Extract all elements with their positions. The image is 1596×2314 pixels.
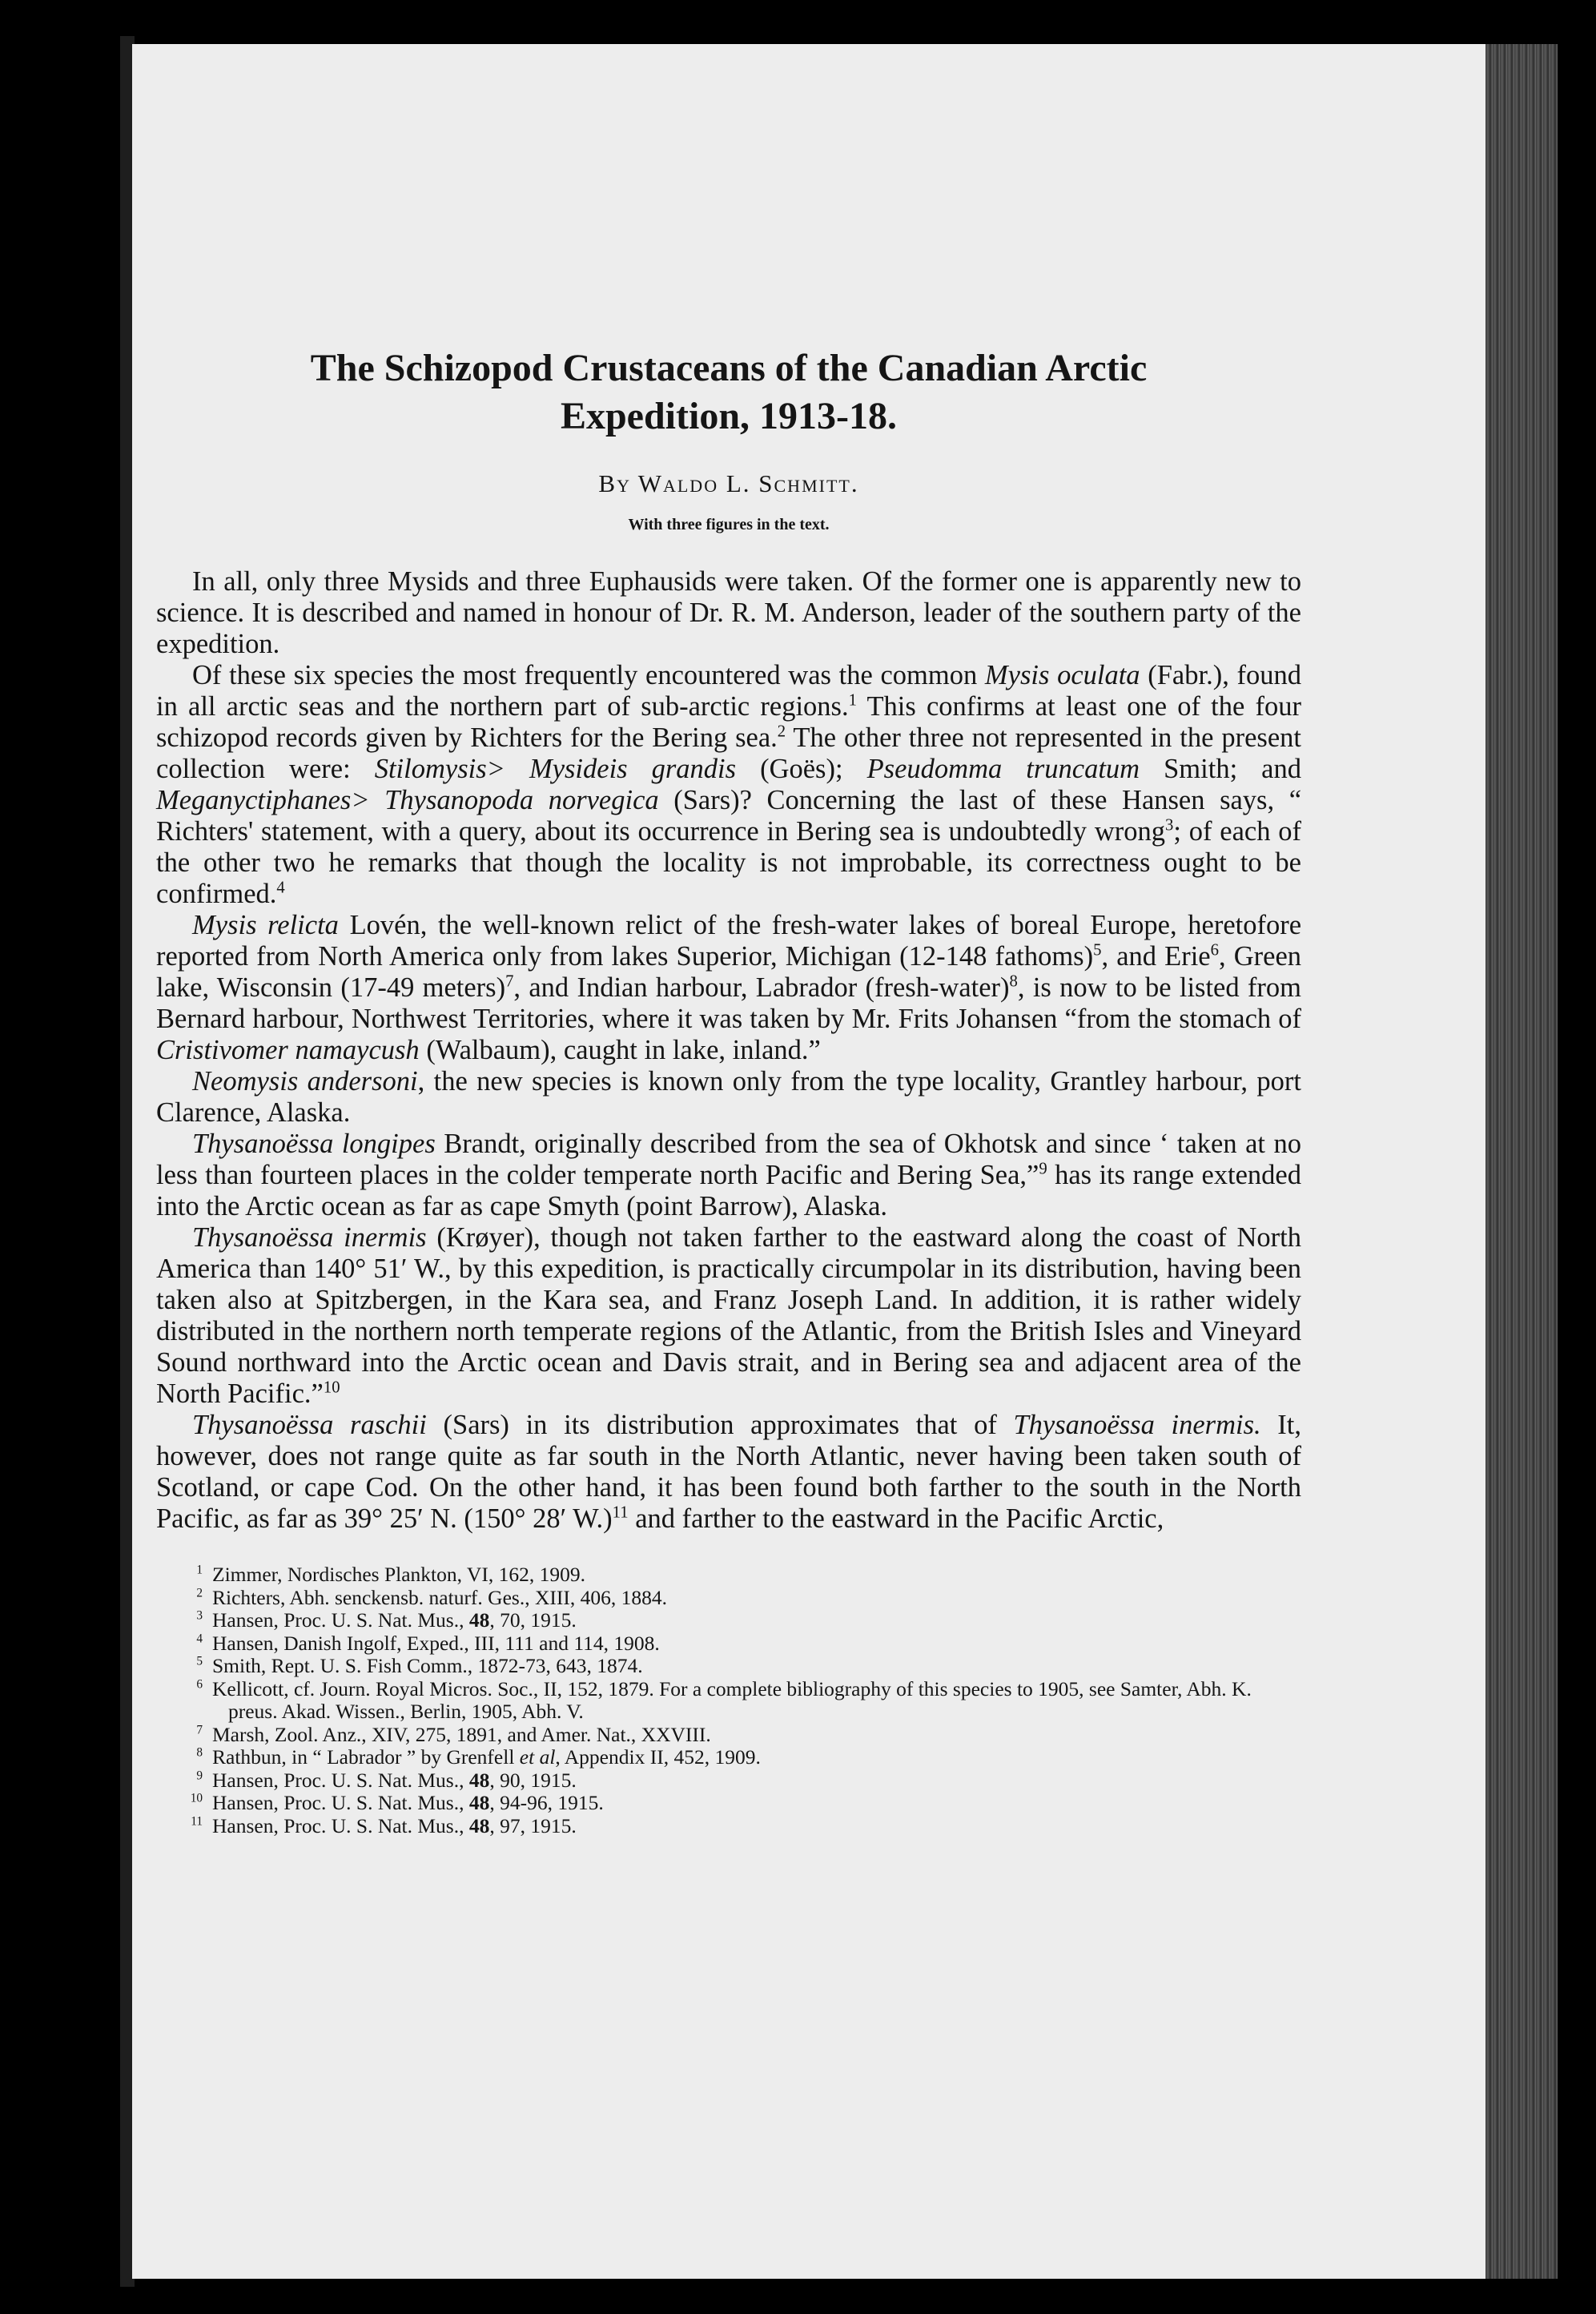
title-line-1: The Schizopod Crustaceans of the Canadian Arctic — [310, 347, 1148, 389]
species-mysis-relicta: Mysis relicta — [192, 910, 339, 940]
footnote-ref-5: 5 — [1093, 941, 1102, 960]
footnote-text: Marsh, Zool. Anz., XIV, 275, 1891, and Amer. Nat., XXVIII. — [212, 1722, 711, 1746]
p2-text-c: (Fabr.), found in all arctic seas and the northern part of sub-arctic regions. — [156, 660, 1301, 722]
footnote-ref-6: 6 — [1210, 941, 1219, 960]
footnote-text: Richters, Abh. senckensb. naturf. Ges., XIII, 406, 1884. — [212, 1585, 667, 1609]
article-title — [156, 344, 1301, 441]
paragraph-1 — [156, 566, 1301, 660]
footnote-number: 9 — [196, 1769, 203, 1782]
footnote — [156, 1678, 1301, 1724]
footnote-volume: 48 — [468, 1791, 490, 1814]
species-thysanoessa-inermis-2: Thysanoëssa inermis. — [1013, 1410, 1261, 1440]
p2-text-i: Smith; and — [1140, 754, 1301, 784]
footnote-number: 11 — [191, 1814, 203, 1828]
footnote-text: Hansen, Danish Ingolf, Exped., III, 111 and 114, 1908. — [212, 1631, 660, 1655]
footnote — [156, 1815, 1301, 1838]
footnote-text: , 94-96, 1915. — [489, 1791, 604, 1814]
p3-text-c: , and Erie — [1101, 941, 1211, 972]
paragraph-6 — [156, 1222, 1301, 1410]
footnote-ref-1: 1 — [848, 691, 857, 710]
footnote-ref-8: 8 — [1009, 972, 1018, 991]
footnote — [156, 1655, 1301, 1678]
species-thysanoessa-longipes: Thysanoëssa longipes — [192, 1129, 436, 1159]
footnote — [156, 1632, 1301, 1656]
footnote-number: 5 — [196, 1654, 203, 1668]
p7-text-b: (Sars) in its distribution approximates that of — [426, 1410, 1014, 1440]
footnote — [156, 1587, 1301, 1610]
footnote-number: 6 — [196, 1677, 203, 1691]
p2-text-e: The other three not represented in the present collection were: — [156, 722, 1301, 784]
species-thysanoessa-raschii: Thysanoëssa raschii — [192, 1410, 427, 1440]
species-mysis-oculata: Mysis oculata — [984, 660, 1140, 690]
species-thysanoessa-inermis: Thysanoëssa inermis — [192, 1222, 427, 1253]
p2-text-l: ; of each of the other two he remarks that though the locality is not improbable, its correctness ought to be confirmed. — [156, 816, 1301, 909]
footnote — [156, 1792, 1301, 1815]
footnote-number: 1 — [196, 1563, 203, 1577]
author-name: Waldo L. Schmitt. — [637, 469, 859, 497]
footnote-text: Zimmer, Nordisches Plankton, VI, 162, 1909. — [212, 1563, 585, 1586]
p5-text-c: has its range extended into the Arctic ocean as far as cape Smyth (point Barrow), Alaska. — [156, 1160, 1301, 1221]
figures-note: With three figures in the text. — [628, 516, 830, 533]
footnote-text: , 70, 1915. — [489, 1608, 577, 1632]
byline — [156, 469, 1301, 498]
species-pseudomma: Pseudomma truncatum — [866, 754, 1140, 784]
footnote-ref-3: 3 — [1164, 816, 1174, 835]
p3-text-h: (Walbaum), caught in lake, inland.” — [419, 1035, 821, 1065]
paragraph-2 — [156, 660, 1301, 910]
footnote-number: 7 — [196, 1723, 203, 1737]
paragraph-7 — [156, 1410, 1301, 1535]
p2-text-d: This confirms at least one of the four schizopod records given by Richters for the Bering sea. — [156, 691, 1301, 753]
p3-text-f: , is now to be listed from Bernard harbour, Northwest Territories, where it was taken by Mr. Frits Johansen “from the stomach of — [156, 972, 1301, 1034]
footnote-number: 4 — [196, 1632, 203, 1645]
p2-text-a: Of these six species the most frequently encountered was the common — [192, 660, 985, 690]
footnote — [156, 1609, 1301, 1632]
p7-text-d: It, however, does not range quite as far south in the North Atlantic, never having been taken south of Scotland, or cape Cod. On the other hand, it has been found both farther to the south in the North Pacific, as far as 39° 25′ N. (150° 28′ W.) — [156, 1410, 1301, 1534]
footnote-text: Hansen, Proc. U. S. Nat. Mus., — [212, 1791, 469, 1814]
p1-text: In all, only three Mysids and three Euphausids were taken. Of the former one is apparently new to science. It is described and named in honour of Dr. R. M. Anderson, leader of the southern party of the expedition. — [156, 566, 1301, 659]
footnote-ref-4: 4 — [276, 879, 285, 897]
footnote-text: Hansen, Proc. U. S. Nat. Mus., — [212, 1608, 469, 1632]
footnote — [156, 1746, 1301, 1769]
byline-by: By — [598, 469, 631, 497]
footnote-volume: 48 — [468, 1768, 490, 1792]
footnote-volume: 48 — [468, 1608, 490, 1632]
p6-text-b: (Krøyer), though not taken farther to the eastward along the coast of North America than 140° 51′ W., by this expedition, is practically circumpolar in its distribution, having been taken also at Spitzbergen, in the Kara sea, and Franz Joseph Land. In addition, it is rather widely distributed in the northern north temperate regions of the Atlantic, from the British Isles and Vineyard Sound northward into the Arctic ocean and Davis strait, and in Bering sea and adjacent area of the North Pacific.” — [156, 1222, 1301, 1409]
footnote-number: 10 — [190, 1791, 203, 1805]
p5-text-b: Brandt, originally described from the sea of Okhotsk and since ‘ taken at no less than fourteen places in the colder temperate north Pacific and Bering Sea,” — [156, 1129, 1302, 1190]
p3-text-e: , and Indian harbour, Labrador (fresh-water) — [513, 972, 1010, 1003]
footnote — [156, 1769, 1301, 1793]
page-edges — [1485, 44, 1558, 2279]
footnote-text: , 97, 1915. — [489, 1813, 577, 1837]
footnote-ref-2: 2 — [777, 722, 786, 741]
p7-text-e: and farther to the eastward in the Pacific Arctic, — [628, 1503, 1164, 1534]
footnote-ref-11: 11 — [612, 1503, 629, 1522]
footnotes — [156, 1563, 1301, 1837]
title-line-2: Expedition, 1913-18. — [560, 395, 898, 437]
footnote-number: 3 — [196, 1608, 203, 1623]
p3-text-d: , Green lake, Wisconsin (17-49 meters) — [156, 941, 1302, 1003]
footnote-ref-7: 7 — [505, 972, 514, 991]
p2-text-k: (Sars)? Concerning the last of these Hansen says, “ Richters' statement, with a query, about its occurrence in Bering sea is undoubtedly wrong — [156, 785, 1302, 847]
paragraph-4 — [156, 1066, 1301, 1129]
p4-text-b: , the new species is known only from the type locality, Grantley harbour, port Clarence, Alaska. — [156, 1066, 1301, 1128]
species-stilomysis: Stilomysis> Mysideis grandis — [374, 754, 737, 784]
footnote-ref-10: 10 — [323, 1378, 340, 1397]
footnote-number: 8 — [196, 1745, 203, 1760]
p2-text-g: (Goës); — [736, 754, 867, 784]
page-content — [156, 344, 1301, 1837]
footnote-text: Hansen, Proc. U. S. Nat. Mus., — [212, 1768, 469, 1792]
footnote-text: , Appendix II, 452, 1909. — [555, 1745, 761, 1769]
species-meganyctiphanes: Meganyctiphanes> Thysanopoda norvegica — [156, 785, 659, 815]
p3-text-b: Lovén, the well-known relict of the fresh-water lakes of boreal Europe, heretofore reported from North America only from lakes Superior, Michigan (12-148 fathoms) — [156, 910, 1302, 972]
paragraph-3 — [156, 910, 1301, 1066]
footnote — [156, 1563, 1301, 1587]
species-cristivomer: Cristivomer namaycush — [156, 1035, 420, 1065]
footnote-text: , 90, 1915. — [489, 1768, 577, 1792]
footnote-et-al: et al — [519, 1745, 556, 1769]
footnote-text: Rathbun, in “ Labrador ” by Grenfell — [212, 1745, 520, 1769]
paragraph-5 — [156, 1129, 1301, 1222]
footnote-text: Kellicott, cf. Journ. Royal Micros. Soc., II, 152, 1879. For a complete bibliography of this species to 1905, see Samter, Abh. K. preus. Akad. Wissen., Berlin, 1905, Abh. V. — [212, 1676, 1252, 1723]
footnote-volume: 48 — [468, 1813, 490, 1837]
footnote — [156, 1724, 1301, 1747]
footnote-ref-9: 9 — [1039, 1160, 1047, 1178]
species-neomysis: Neomysis andersoni — [192, 1066, 418, 1097]
footnote-number: 2 — [196, 1586, 203, 1600]
footnote-text: Hansen, Proc. U. S. Nat. Mus., — [212, 1813, 469, 1837]
footnote-text: Smith, Rept. U. S. Fish Comm., 1872-73, 643, 1874. — [212, 1654, 643, 1677]
